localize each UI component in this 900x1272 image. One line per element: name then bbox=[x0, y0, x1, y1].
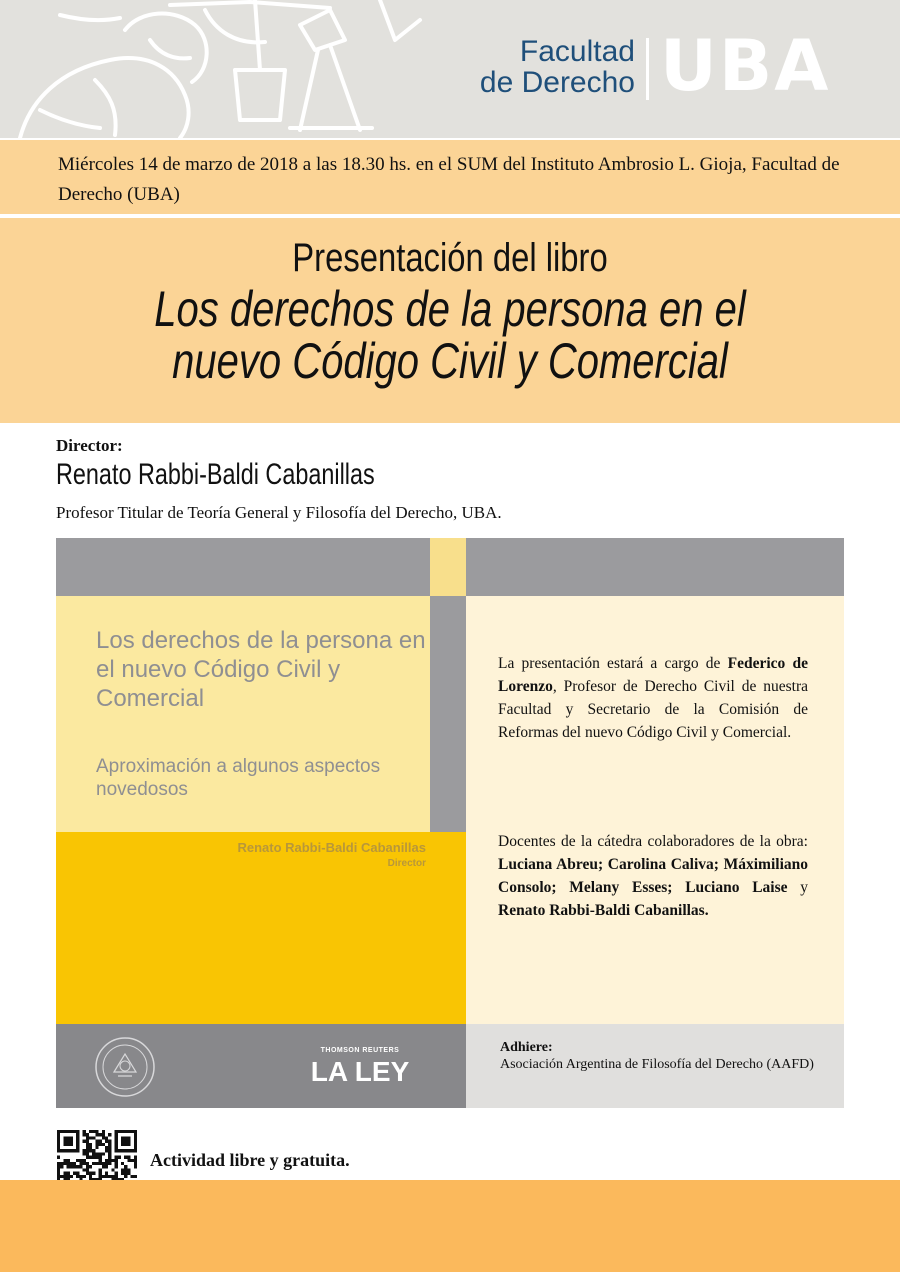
cover-book-subtitle: Aproximación a algunos aspectos novedosos bbox=[96, 756, 381, 800]
faculty-line-1: Facultad bbox=[519, 35, 635, 68]
publisher-name: LA LEY bbox=[310, 1056, 410, 1087]
director-role: Profesor Titular de Teoría General y Filosofía del Derecho, UBA. bbox=[56, 503, 502, 522]
collaborators-intro: Docentes de la cátedra colaboradores de la obra: bbox=[498, 833, 808, 850]
publisher-parent: THOMSON REUTERS bbox=[320, 1047, 400, 1054]
collaborators-last-name: Renato Rabbi-Baldi Cabanillas. bbox=[498, 902, 709, 919]
cover-book-title: Los derechos de la persona en el nuevo Código Civil y Comercial bbox=[96, 627, 426, 712]
presentation-heading: Presentación del libro bbox=[292, 236, 608, 280]
director-name: Renato Rabbi-Baldi Cabanillas bbox=[56, 458, 375, 491]
event-date-location: Miércoles 14 de marzo de 2018 a las 18.30 hs. en el SUM del Instituto Ambrosio L. Gioja, Facultad de Derecho (UBA) bbox=[58, 154, 840, 205]
collaborators-paragraph bbox=[498, 830, 808, 922]
book-title bbox=[90, 283, 810, 387]
cover-author: Renato Rabbi-Baldi Cabanillas bbox=[237, 840, 426, 855]
free-activity-note: Actividad libre y gratuita. bbox=[150, 1150, 350, 1170]
presenter-name: Federico de Lorenzo bbox=[498, 655, 808, 695]
faculty-line-2: de Derecho bbox=[479, 66, 635, 99]
justice-figure-illustration bbox=[0, 0, 440, 138]
presenter-paragraph bbox=[498, 652, 808, 744]
director-label: Director: bbox=[56, 436, 123, 455]
cover-grey-strip bbox=[430, 596, 466, 832]
cover-top-yellow-block bbox=[430, 538, 466, 596]
logo-divider bbox=[646, 38, 649, 100]
cover-author-role: Director bbox=[387, 858, 426, 869]
uba-logo: UBA bbox=[660, 25, 831, 107]
book-title-line-1: Los derechos de la persona en el bbox=[154, 281, 746, 337]
collaborators-names: Luciana Abreu; Carolina Caliva; Máximiliano Consolo; Melany Esses; Luciano Laise bbox=[498, 856, 808, 896]
collaborators-and: y bbox=[787, 879, 808, 896]
presenter-text-intro: La presentación estará a cargo de bbox=[498, 655, 728, 672]
info-top-grey-band bbox=[466, 538, 844, 596]
adhiere-label: Adhiere: bbox=[500, 1040, 553, 1055]
presenter-text-detail: , Profesor de Derecho Civil de nuestra Facultad y Secretario de la Comisión de Reformas del nuevo Código Civil y Comercial. bbox=[498, 678, 808, 741]
footer-band bbox=[0, 1180, 900, 1272]
adhiere-organization: Asociación Argentina de Filosofía del Derecho (AAFD) bbox=[500, 1057, 814, 1072]
faculty-name bbox=[445, 36, 635, 98]
book-title-line-2: nuevo Código Civil y Comercial bbox=[172, 333, 728, 389]
university-seal-icon bbox=[94, 1036, 156, 1098]
cover-top-grey-block bbox=[56, 538, 430, 596]
